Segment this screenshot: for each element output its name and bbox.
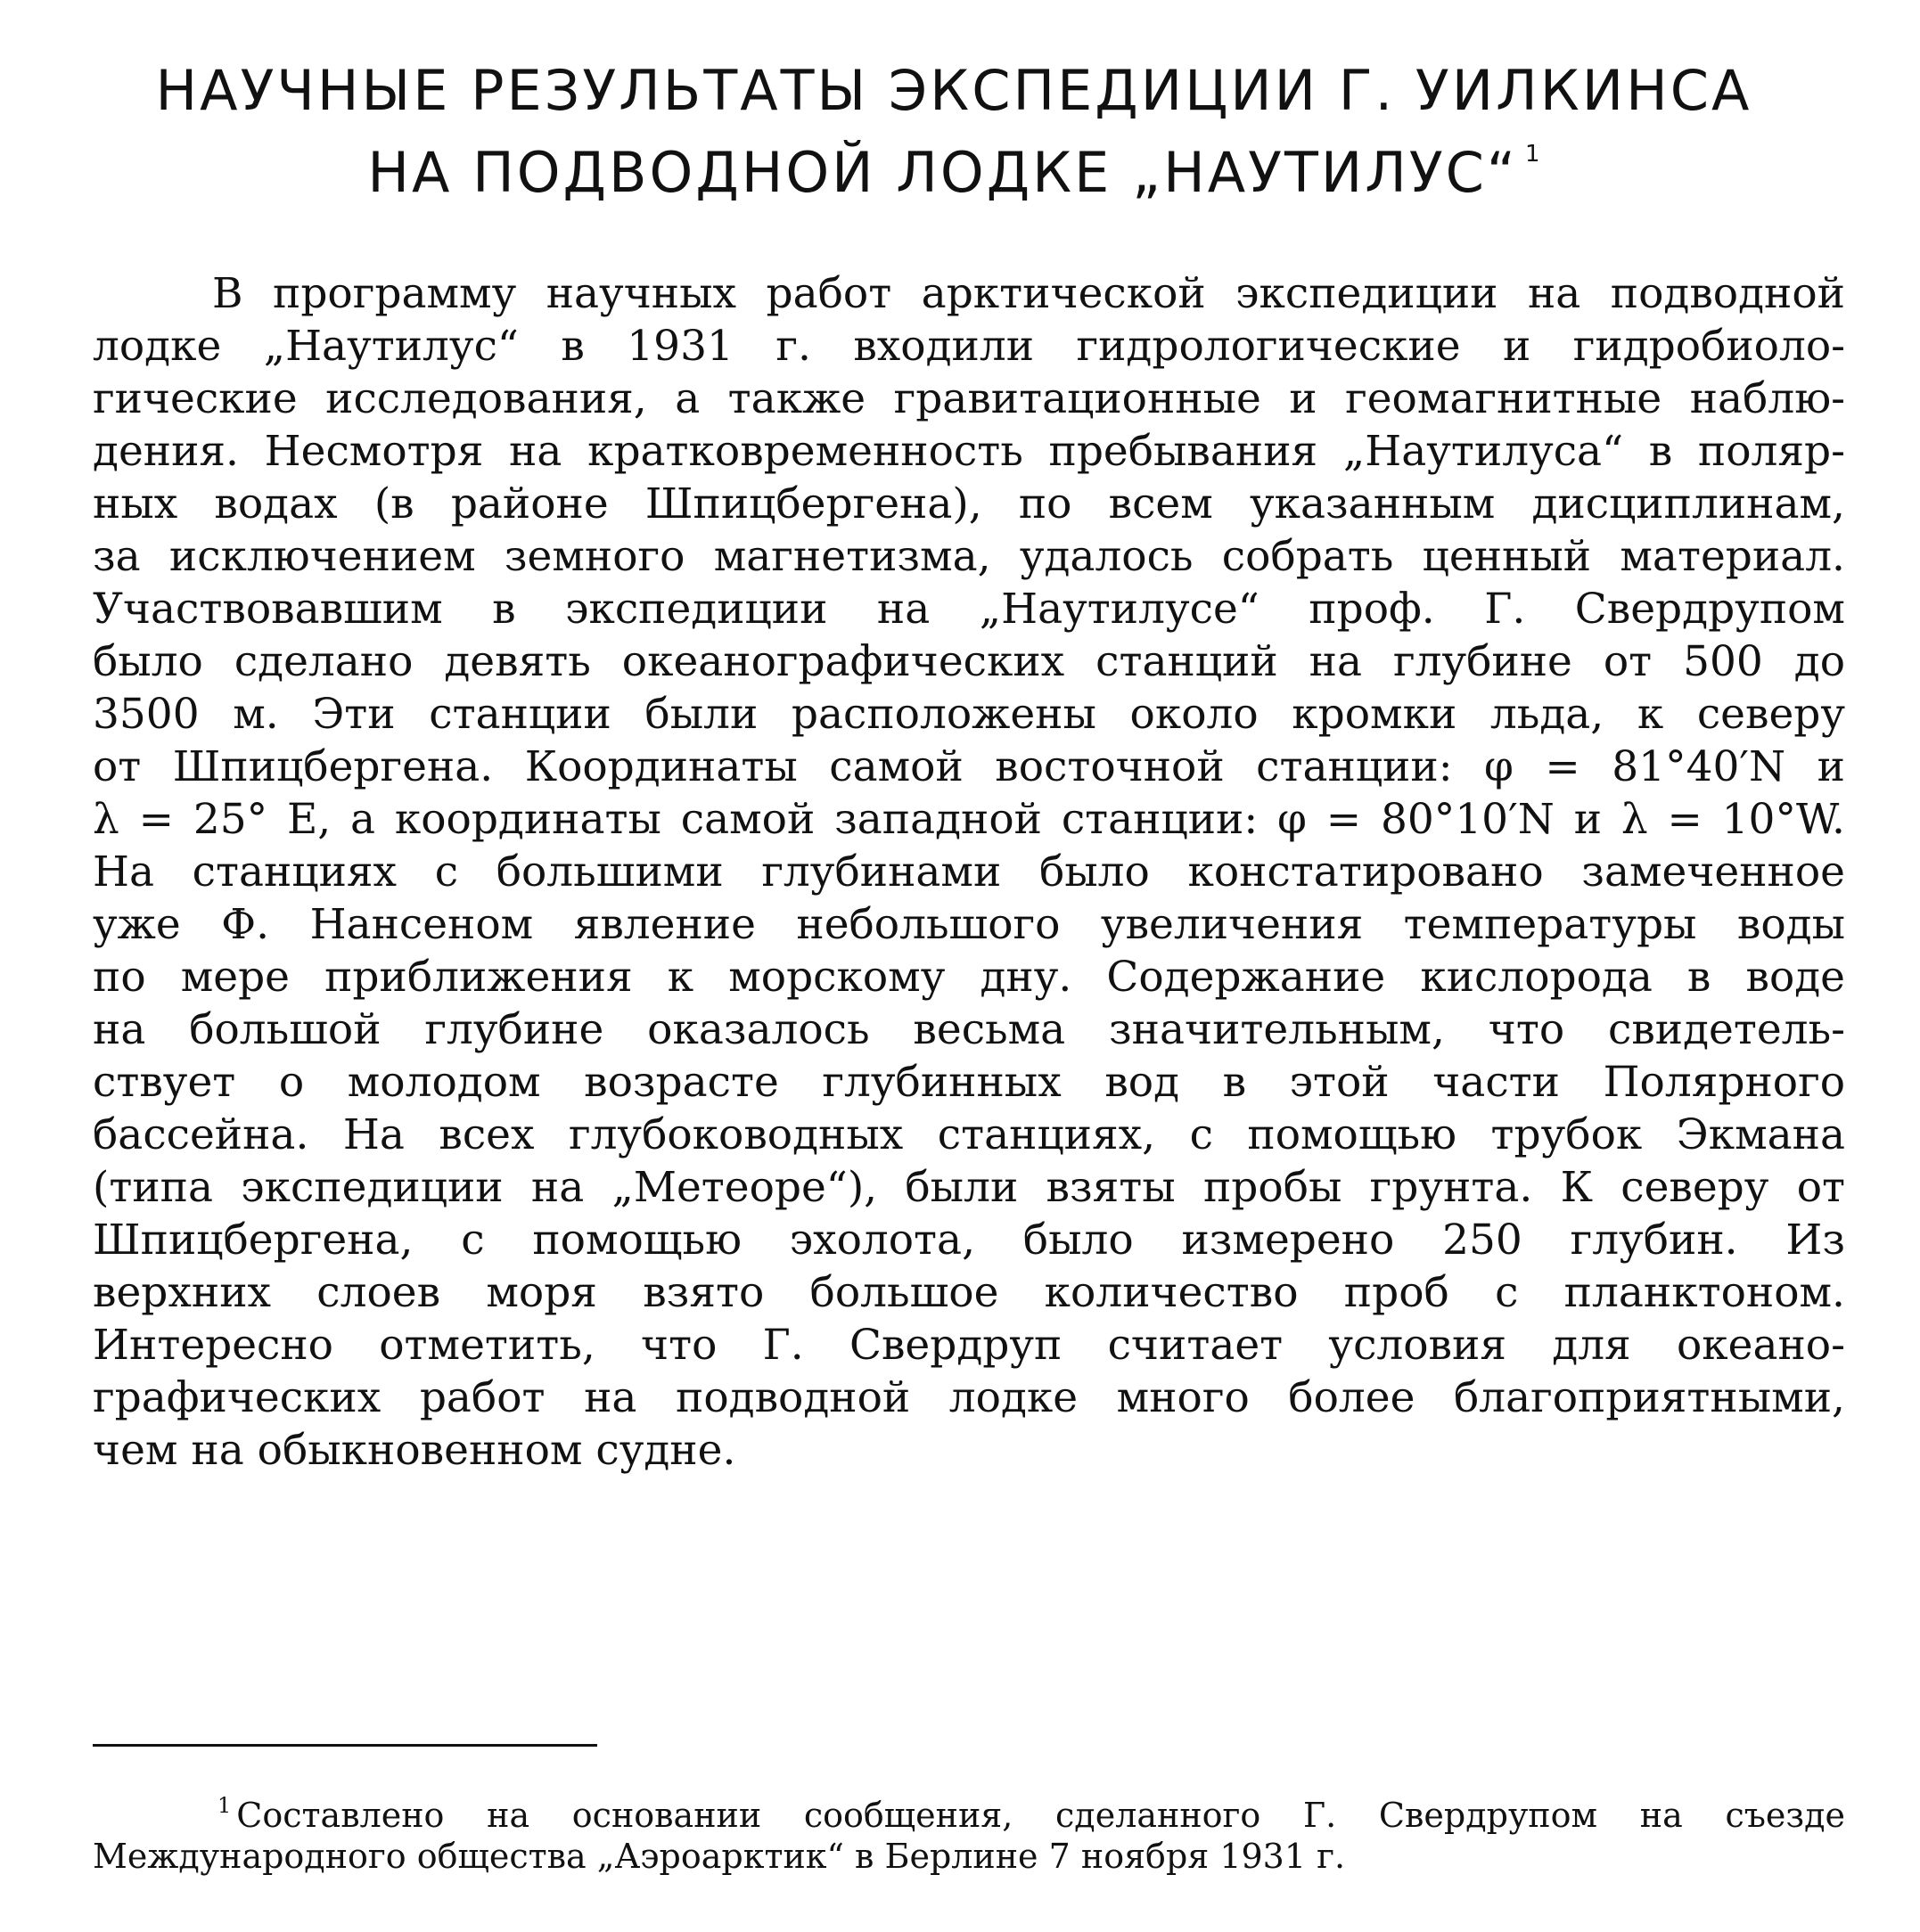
body-line: гические исследования, а также гравитационные и геомагнитные наблю- — [93, 374, 1845, 423]
footnote-line-2: Международного общества „Аэроарктик“ в Берлине 7 ноября 1931 г. — [93, 1837, 1346, 1876]
body-line: ных водах (в районе Шпицбергена), по всем указанным дисциплинам, — [93, 479, 1845, 528]
footnote-divider — [93, 1744, 597, 1747]
body-line: Шпицбергена, с помощью эхолота, было измерено 250 глубин. Из — [93, 1216, 1845, 1265]
body-line: по мере приближения к морскому дну. Содержание кислорода в воде — [93, 953, 1845, 1002]
body-line: 3500 м. Эти станции были расположены около кромки льда, к северу — [93, 690, 1845, 739]
body-line: верхних слоев моря взято большое количество проб с планктоном. — [93, 1268, 1845, 1317]
body-line: бассейна. На всех глубоководных станциях, с помощью трубок Экмана — [93, 1110, 1845, 1159]
body-line: λ = 25° E, а координаты самой западной станции: φ = 80°10′N и λ = 10°W. — [93, 795, 1845, 844]
body-line: было сделано девять океанографических станций на глубине от 500 до — [93, 637, 1845, 686]
title-line-2-text: НА ПОДВОДНОЙ ЛОДКЕ „НАУТИЛУС“ — [367, 140, 1519, 205]
body-line: ствует о молодом возрасте глубинных вод в этой части Полярного — [93, 1058, 1845, 1107]
title-line-1: НАУЧНЫЕ РЕЗУЛЬТАТЫ ЭКСПЕДИЦИИ Г. УИЛКИНСА — [155, 58, 1752, 123]
footnote-line-1-text: Составлено на основании сообщения, сделанного Г. Свердрупом на съезде — [236, 1796, 1845, 1835]
body-line: за исключением земного магнетизма, удалось собрать ценный материал. — [93, 532, 1845, 581]
title-footnote-mark: 1 — [1525, 141, 1540, 168]
body-line: на большой глубине оказалось весьма значительным, что свидетель- — [93, 1005, 1845, 1054]
body-line: Участвовавшим в экспедиции на „Наутилусе“ проф. Г. Свердрупом — [93, 585, 1845, 634]
body-line: Интересно отметить, что Г. Свердруп считает условия для океано- — [93, 1321, 1845, 1370]
body-line: дения. Несмотря на кратковременность пребывания „Наутилуса“ в поляр- — [93, 427, 1845, 476]
body-line: уже Ф. Нансеном явление небольшого увеличения температуры воды — [93, 900, 1845, 949]
body-line: На станциях с большими глубинами было констатировано замеченное — [93, 847, 1845, 896]
body-line: чем на обыкновенном судне. — [93, 1426, 736, 1475]
body-line: графических работ на подводной лодке много более благоприятными, — [93, 1373, 1845, 1422]
footnote-mark: 1 — [217, 1793, 232, 1818]
body-line: В программу научных работ арктической экспедиции на подводной — [212, 269, 1845, 318]
body-line: (типа экспедиции на „Метеоре“), были взяты пробы грунта. К северу от — [93, 1163, 1845, 1212]
footnote-line-1 — [217, 1782, 1845, 1838]
title-line-2 — [143, 122, 1765, 205]
body-line: от Шпицбергена. Координаты самой восточной станции: φ = 81°40′N и — [93, 742, 1845, 791]
body-line: лодке „Наутилус“ в 1931 г. входили гидрологические и гидробиоло- — [93, 322, 1845, 371]
